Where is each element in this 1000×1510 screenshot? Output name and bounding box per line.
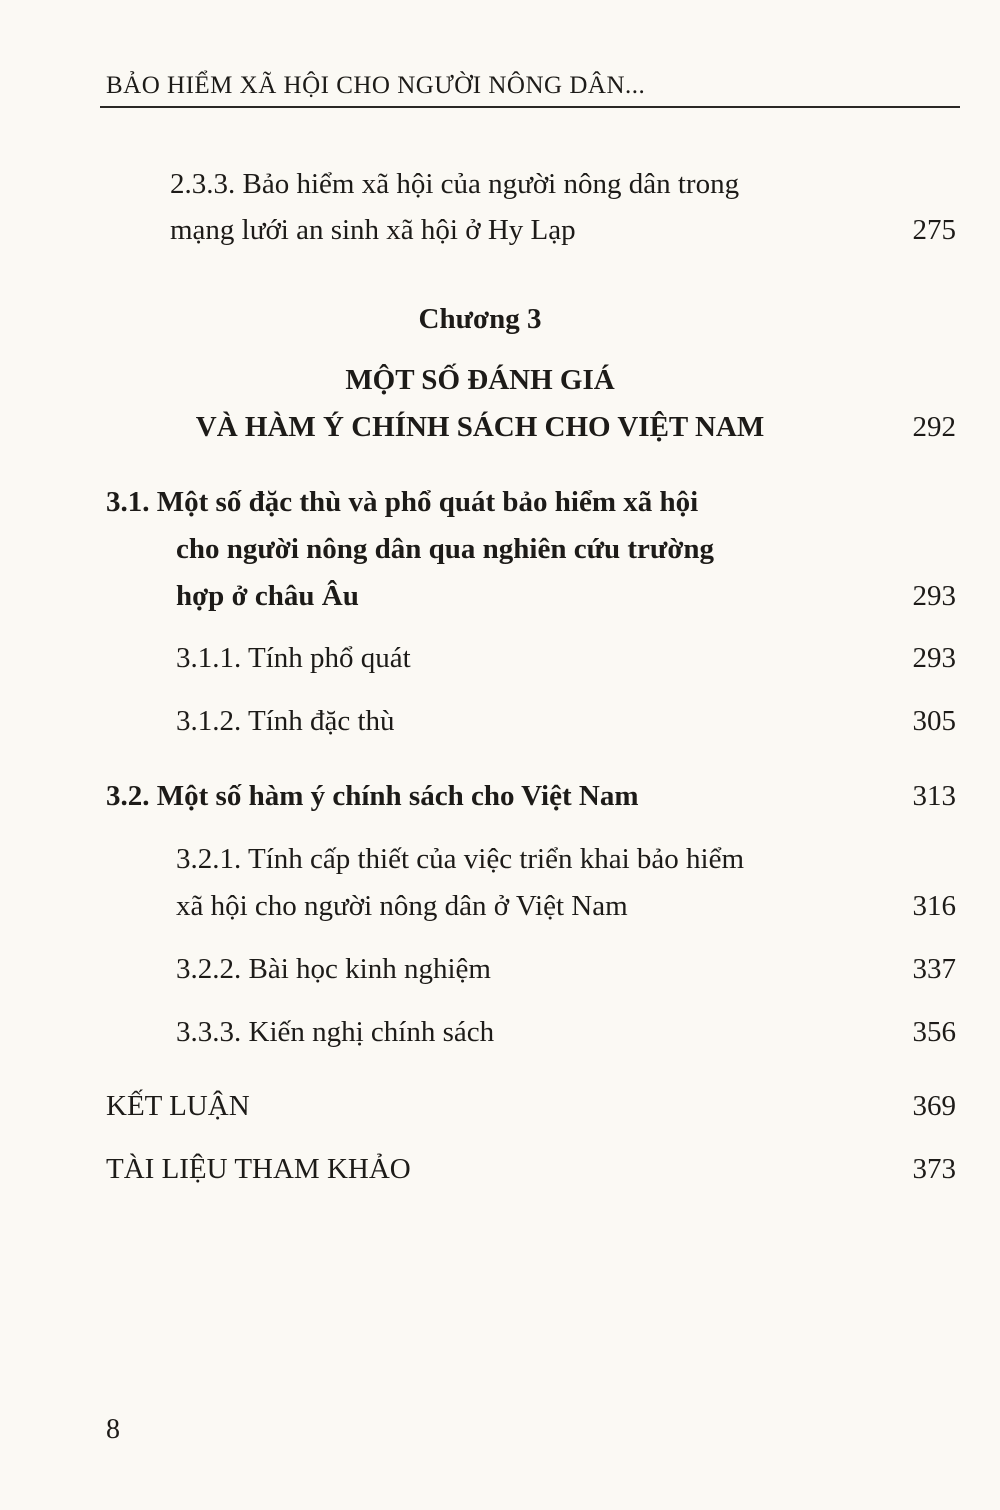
toc-entry-references-page: 373 <box>912 1153 956 1185</box>
toc-entry-3-1-1: 3.1.1. Tính phổ quát <box>176 642 411 674</box>
toc-entry-3-1-2-page: 305 <box>912 705 956 737</box>
toc-entry-3-1-line3: hợp ở châu Âu <box>176 580 359 612</box>
toc-entry-3-2: 3.2. Một số hàm ý chính sách cho Việt Nam <box>106 780 639 812</box>
chapter-label: Chương 3 <box>418 303 542 335</box>
toc-entry-3-2-2-page: 337 <box>912 953 956 985</box>
toc-entry-conclusion-page: 369 <box>912 1090 956 1122</box>
toc-entry-3-1-line2: cho người nông dân qua nghiên cứu trường <box>176 533 715 565</box>
toc-entry-references: TÀI LIỆU THAM KHẢO <box>106 1153 411 1185</box>
toc-entry-3-2-page: 313 <box>912 780 956 812</box>
running-header: BẢO HIỂM XÃ HỘI CHO NGƯỜI NÔNG DÂN... <box>106 72 646 99</box>
toc-entry-3-2-1-page: 316 <box>912 890 956 922</box>
toc-entry-3-1-1-page: 293 <box>912 642 956 674</box>
toc-entry-2-3-3-line2: mạng lưới an sinh xã hội ở Hy Lạp <box>170 214 576 246</box>
chapter-title-line2: VÀ HÀM Ý CHÍNH SÁCH CHO VIỆT NAM <box>195 411 765 443</box>
toc-entry-3-3-3-page: 356 <box>912 1016 956 1048</box>
chapter-page: 292 <box>912 411 956 443</box>
toc-entry-2-3-3-page: 275 <box>912 214 956 246</box>
toc-entry-3-1-page: 293 <box>912 580 956 612</box>
chapter-title-line1: MỘT SỐ ĐÁNH GIÁ <box>345 364 615 396</box>
header-rule <box>100 106 960 108</box>
page-number: 8 <box>106 1414 120 1445</box>
toc-entry-3-2-1-line2: xã hội cho người nông dân ở Việt Nam <box>176 890 628 922</box>
toc-entry-3-1-2: 3.1.2. Tính đặc thù <box>176 705 395 737</box>
toc-entry-3-2-1-line1: 3.2.1. Tính cấp thiết của việc triển khai bảo hiểm <box>176 843 745 875</box>
toc-entry-conclusion: KẾT LUẬN <box>106 1090 250 1122</box>
toc-entry-2-3-3-line1: 2.3.3. Bảo hiểm xã hội của người nông dân trong <box>170 168 740 200</box>
toc-entry-3-2-2: 3.2.2. Bài học kinh nghiệm <box>176 953 491 985</box>
toc-entry-3-1-line1: 3.1. Một số đặc thù và phổ quát bảo hiểm xã hội <box>106 486 699 518</box>
toc-entry-3-3-3: 3.3.3. Kiến nghị chính sách <box>176 1016 495 1048</box>
